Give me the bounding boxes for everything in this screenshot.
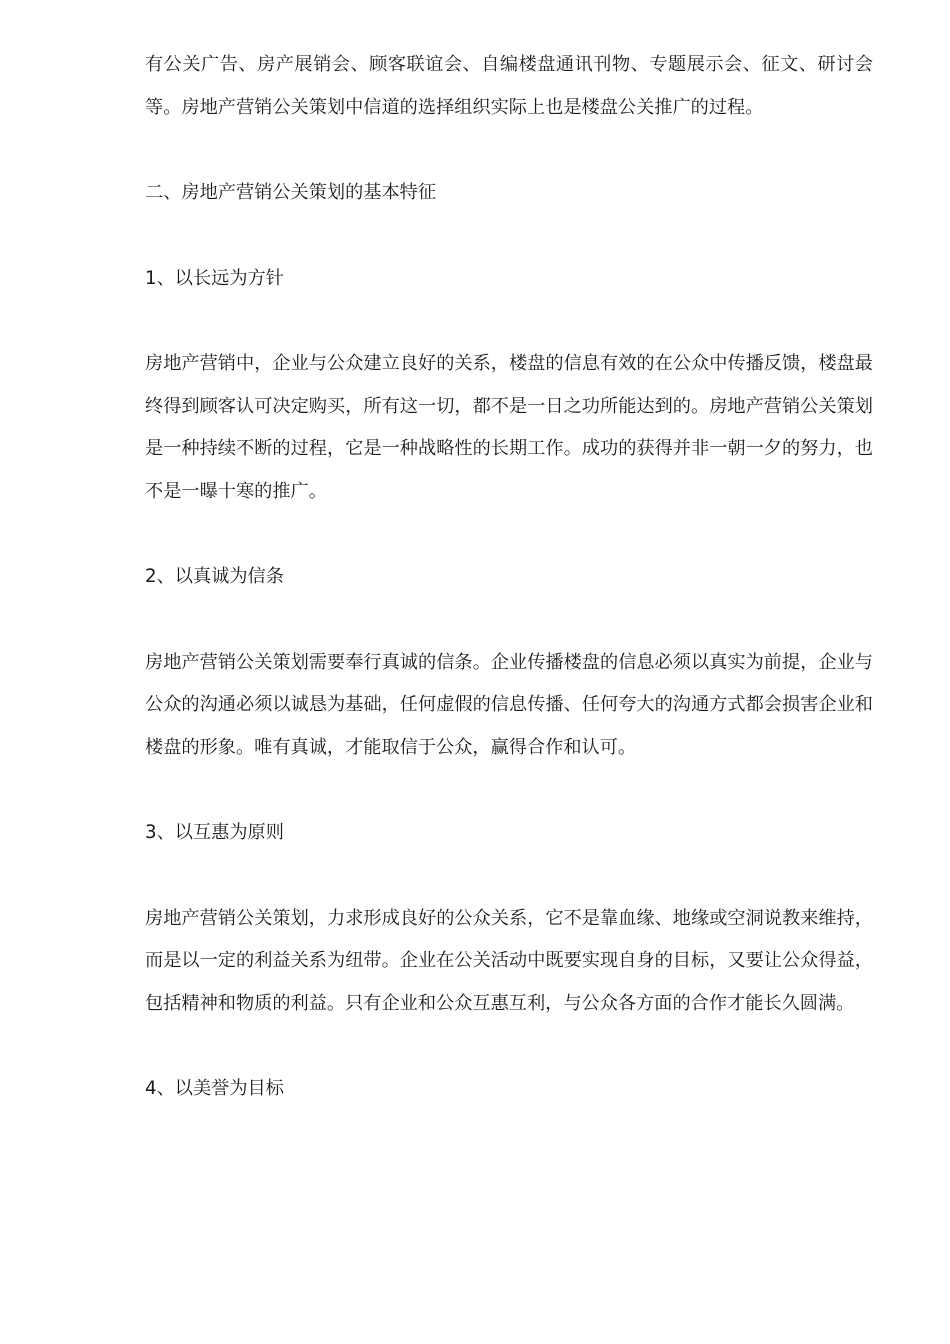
subsection-heading: 3、以互惠为原则 [145, 822, 284, 843]
document-page [145, 44, 873, 1111]
paragraph-spacer [145, 769, 873, 812]
section-heading: 二、房地产营销公关策划的基本特征 [145, 182, 437, 203]
paragraph-spacer [145, 599, 873, 642]
paragraph-spacer [145, 513, 873, 556]
paragraph-spacer [145, 1025, 873, 1068]
body-paragraph: 房地产营销公关策划，力求形成良好的公众关系，它不是靠血缘、地缘或空洞说教来维持，而是以一定的利益关系为纽带。企业在公关活动中既要实现自身的目标，又要让公众得益，包括精神和物质的利益。只有企业和公众互惠互利，与公众各方面的合作才能长久圆满。 [145, 907, 873, 1014]
subsection-heading: 4、以美誉为目标 [145, 1078, 284, 1099]
body-paragraph: 房地产营销公关策划需要奉行真诚的信条。企业传播楼盘的信息必须以真实为前提，企业与公众的沟通必须以诚恳为基础，任何虚假的信息传播、任何夸大的沟通方式都会损害企业和楼盘的形象。唯有真诚，才能取信于公众，赢得合作和认可。 [145, 651, 873, 758]
subsection-heading: 2、以真诚为信条 [145, 566, 284, 587]
paragraph-spacer [145, 855, 873, 898]
body-paragraph: 有公关广告、房产展销会、顾客联谊会、自编楼盘通讯刊物、专题展示会、征文、研讨会等。房地产营销公关策划中信道的选择组织实际上也是楼盘公关推广的过程。 [145, 54, 873, 118]
subsection-heading: 1、以长远为方针 [145, 267, 284, 289]
paragraph-spacer [145, 129, 873, 172]
paragraph-spacer [145, 300, 873, 343]
body-paragraph: 房地产营销中，企业与公众建立良好的关系，楼盘的信息有效的在公众中传播反馈，楼盘最终得到顾客认可决定购买，所有这一切，都不是一日之功所能达到的。房地产营销公关策划是一种持续不断的过程，它是一种战略性的长期工作。成功的获得并非一朝一夕的努力，也不是一曝十寒的推广。 [145, 353, 873, 502]
paragraph-spacer [145, 215, 873, 258]
